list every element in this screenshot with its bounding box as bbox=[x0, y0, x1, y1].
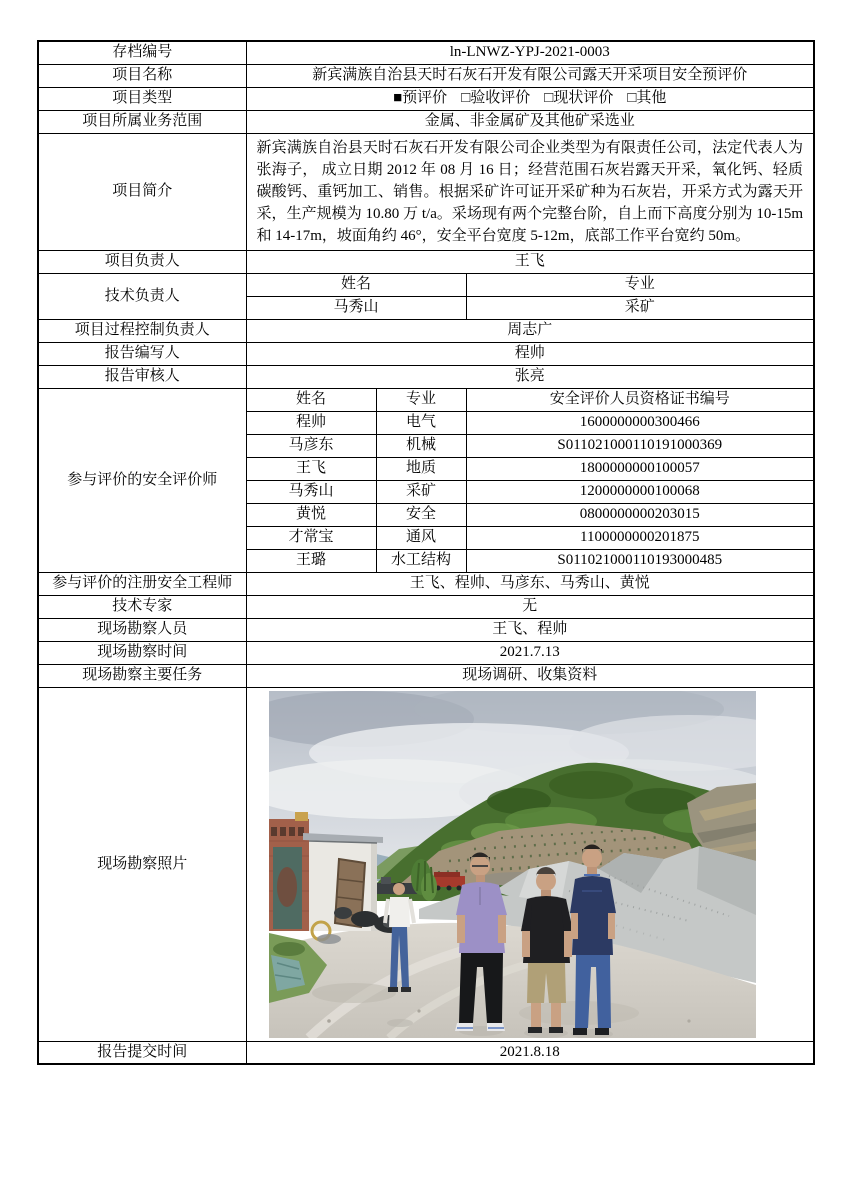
tech-leader-major: 采矿 bbox=[466, 296, 814, 319]
survey-staff-value: 王飞、程帅 bbox=[246, 618, 814, 641]
project-type-label: 项目类型 bbox=[38, 87, 246, 110]
survey-photo-cell bbox=[246, 687, 814, 1041]
option-acceptance-evaluation: □验收评价 bbox=[461, 90, 531, 107]
archive-no-row bbox=[38, 41, 814, 64]
checkbox-empty-icon: □ bbox=[461, 90, 471, 107]
project-leader-label: 项目负责人 bbox=[38, 250, 246, 273]
checkbox-empty-icon: □ bbox=[544, 90, 554, 107]
evaluator-name: 王飞 bbox=[246, 457, 376, 480]
evaluator-major: 通风 bbox=[376, 526, 466, 549]
option-other: □其他 bbox=[627, 90, 667, 107]
process-control-row bbox=[38, 319, 814, 342]
option-pre-evaluation: ■预评价 bbox=[393, 90, 448, 107]
report-reviewer-value: 张亮 bbox=[246, 365, 814, 388]
archive-no-label: 存档编号 bbox=[38, 41, 246, 64]
tech-experts-label: 技术专家 bbox=[38, 595, 246, 618]
survey-tasks-label: 现场勘察主要任务 bbox=[38, 664, 246, 687]
report-reviewer-label: 报告审核人 bbox=[38, 365, 246, 388]
registered-engineers-label: 参与评价的注册安全工程师 bbox=[38, 572, 246, 595]
project-intro-value: 新宾满族自治县天时石灰石开发有限公司企业类型为有限责任公司，法定代表人为张海子， 成立日期 2012 年 08 月 16 日；经营范围石灰岩露天开采，氧化钙、轻质碳酸钙、重钙加工、销售。根据采矿许可证开采矿种为石灰岩，开采方式为露天开采，生产规模为 10.80 万 t/a。采场现有两个完整台阶，自上而下高度分别为 10-15m 和 14-17m，坡面角约 46°，安全平台宽度 5-12m，底部工作平台宽约 50m。 bbox=[246, 133, 814, 250]
tech-leader-major-header: 专业 bbox=[466, 273, 814, 296]
project-name-label: 项目名称 bbox=[38, 64, 246, 87]
project-leader-value: 王飞 bbox=[246, 250, 814, 273]
evaluator-cert: S011021000110191000369 bbox=[466, 434, 814, 457]
report-writer-label: 报告编写人 bbox=[38, 342, 246, 365]
project-intro-label: 项目简介 bbox=[38, 133, 246, 250]
evaluators-label: 参与评价的安全评价师 bbox=[38, 388, 246, 572]
evaluator-name: 程帅 bbox=[246, 411, 376, 434]
tech-leader-label: 技术负责人 bbox=[38, 273, 246, 319]
survey-tasks-row bbox=[38, 664, 814, 687]
evaluators-cert-header: 安全评价人员资格证书编号 bbox=[466, 388, 814, 411]
evaluator-name: 王璐 bbox=[246, 549, 376, 572]
tech-experts-row bbox=[38, 595, 814, 618]
evaluators-header-row bbox=[38, 388, 814, 411]
tech-leader-name-header: 姓名 bbox=[246, 273, 466, 296]
survey-date-row bbox=[38, 641, 814, 664]
project-info-table bbox=[37, 40, 815, 1065]
submit-date-row bbox=[38, 1041, 814, 1064]
project-type-options bbox=[246, 87, 814, 110]
report-writer-value: 程帅 bbox=[246, 342, 814, 365]
survey-date-value: 2021.7.13 bbox=[246, 641, 814, 664]
evaluator-major: 机械 bbox=[376, 434, 466, 457]
project-name-row bbox=[38, 64, 814, 87]
survey-date-label: 现场勘察时间 bbox=[38, 641, 246, 664]
project-type-row bbox=[38, 87, 814, 110]
evaluators-major-header: 专业 bbox=[376, 388, 466, 411]
process-control-value: 周志广 bbox=[246, 319, 814, 342]
survey-staff-row bbox=[38, 618, 814, 641]
report-reviewer-row bbox=[38, 365, 814, 388]
survey-staff-label: 现场勘察人员 bbox=[38, 618, 246, 641]
evaluator-cert: 1200000000100068 bbox=[466, 480, 814, 503]
evaluator-cert: 0800000000203015 bbox=[466, 503, 814, 526]
evaluator-major: 水工结构 bbox=[376, 549, 466, 572]
survey-photo bbox=[269, 691, 756, 1038]
report-writer-row bbox=[38, 342, 814, 365]
survey-photo-label: 现场勘察照片 bbox=[38, 687, 246, 1041]
registered-engineers-value: 王飞、程帅、马彦东、马秀山、黄悦 bbox=[246, 572, 814, 595]
tech-leader-name: 马秀山 bbox=[246, 296, 466, 319]
project-leader-row bbox=[38, 250, 814, 273]
survey-tasks-value: 现场调研、收集资料 bbox=[246, 664, 814, 687]
tech-leader-header-row bbox=[38, 273, 814, 296]
submit-date-value: 2021.8.18 bbox=[246, 1041, 814, 1064]
evaluator-major: 采矿 bbox=[376, 480, 466, 503]
option-status-evaluation: □现状评价 bbox=[544, 90, 614, 107]
evaluator-name: 黄悦 bbox=[246, 503, 376, 526]
evaluator-cert: 1100000000201875 bbox=[466, 526, 814, 549]
archive-no-value: ln-LNWZ-YPJ-2021-0003 bbox=[246, 41, 814, 64]
survey-photo-row bbox=[38, 687, 814, 1041]
evaluator-major: 安全 bbox=[376, 503, 466, 526]
evaluators-name-header: 姓名 bbox=[246, 388, 376, 411]
project-intro-row bbox=[38, 133, 814, 250]
evaluator-cert: S011021000110193000485 bbox=[466, 549, 814, 572]
evaluator-name: 马秀山 bbox=[246, 480, 376, 503]
evaluator-major: 电气 bbox=[376, 411, 466, 434]
evaluator-cert: 1600000000300466 bbox=[466, 411, 814, 434]
quarry-site-photo bbox=[269, 691, 756, 1038]
evaluator-name: 马彦东 bbox=[246, 434, 376, 457]
process-control-label: 项目过程控制负责人 bbox=[38, 319, 246, 342]
evaluator-name: 才常宝 bbox=[246, 526, 376, 549]
business-scope-value: 金属、非金属矿及其他矿采选业 bbox=[246, 110, 814, 133]
tech-experts-value: 无 bbox=[246, 595, 814, 618]
checkbox-checked-icon: ■ bbox=[393, 90, 403, 107]
registered-engineers-row bbox=[38, 572, 814, 595]
evaluator-cert: 1800000000100057 bbox=[466, 457, 814, 480]
business-scope-label: 项目所属业务范围 bbox=[38, 110, 246, 133]
project-name-value: 新宾满族自治县天时石灰石开发有限公司露天开采项目安全预评价 bbox=[246, 64, 814, 87]
business-scope-row bbox=[38, 110, 814, 133]
evaluator-major: 地质 bbox=[376, 457, 466, 480]
submit-date-label: 报告提交时间 bbox=[38, 1041, 246, 1064]
checkbox-empty-icon: □ bbox=[627, 90, 637, 107]
